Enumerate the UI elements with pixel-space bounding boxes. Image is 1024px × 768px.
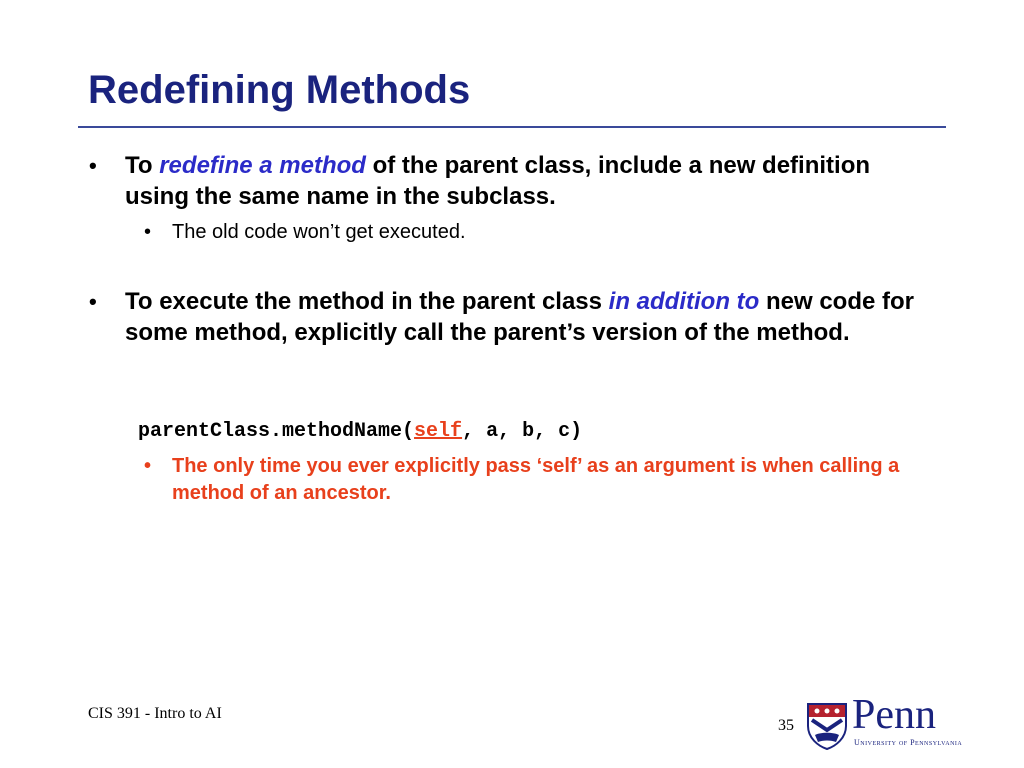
bullet-text: of the parent class, include a new definition using the same name in the subclass.	[125, 152, 871, 210]
bullet-text: To	[125, 152, 160, 179]
bullet-text: new code for some method, explicitly call the parent’s version of the method.	[125, 288, 914, 346]
bullet-icon: •	[144, 221, 152, 243]
bullet-icon: •	[89, 289, 97, 314]
bullet-item	[89, 286, 915, 348]
note-bullet-item	[144, 453, 932, 507]
title-divider	[78, 126, 946, 128]
code-prefix: parentClass.methodName(	[138, 420, 415, 443]
page-number: 35	[778, 717, 794, 734]
slide-title: Redefining Methods	[88, 68, 471, 112]
penn-subtitle: University of Pennsylvania	[854, 738, 963, 747]
bullet-icon: •	[144, 455, 152, 477]
code-self-keyword: self	[414, 420, 463, 443]
code-suffix: , a, b, c)	[462, 420, 583, 443]
penn-logo	[806, 692, 963, 752]
penn-wordmark: Penn	[852, 692, 936, 738]
sub-bullet-item	[144, 219, 932, 246]
note-text: The only time you ever explicitly pass ‘self’ as an argument is when calling a method of an ancestor.	[172, 455, 900, 504]
sub-bullet-text: The old code won’t get executed.	[172, 221, 466, 243]
bullet-emphasis: in addition to	[608, 288, 760, 315]
code-example	[138, 420, 582, 443]
bullet-icon: •	[89, 153, 97, 178]
bullet-text: To execute the method in the parent class	[125, 288, 609, 315]
footer-course: CIS 391 - Intro to AI	[88, 705, 222, 722]
bullet-emphasis: redefine a method	[159, 152, 366, 179]
bullet-item	[89, 150, 915, 212]
penn-shield-icon	[806, 702, 848, 750]
